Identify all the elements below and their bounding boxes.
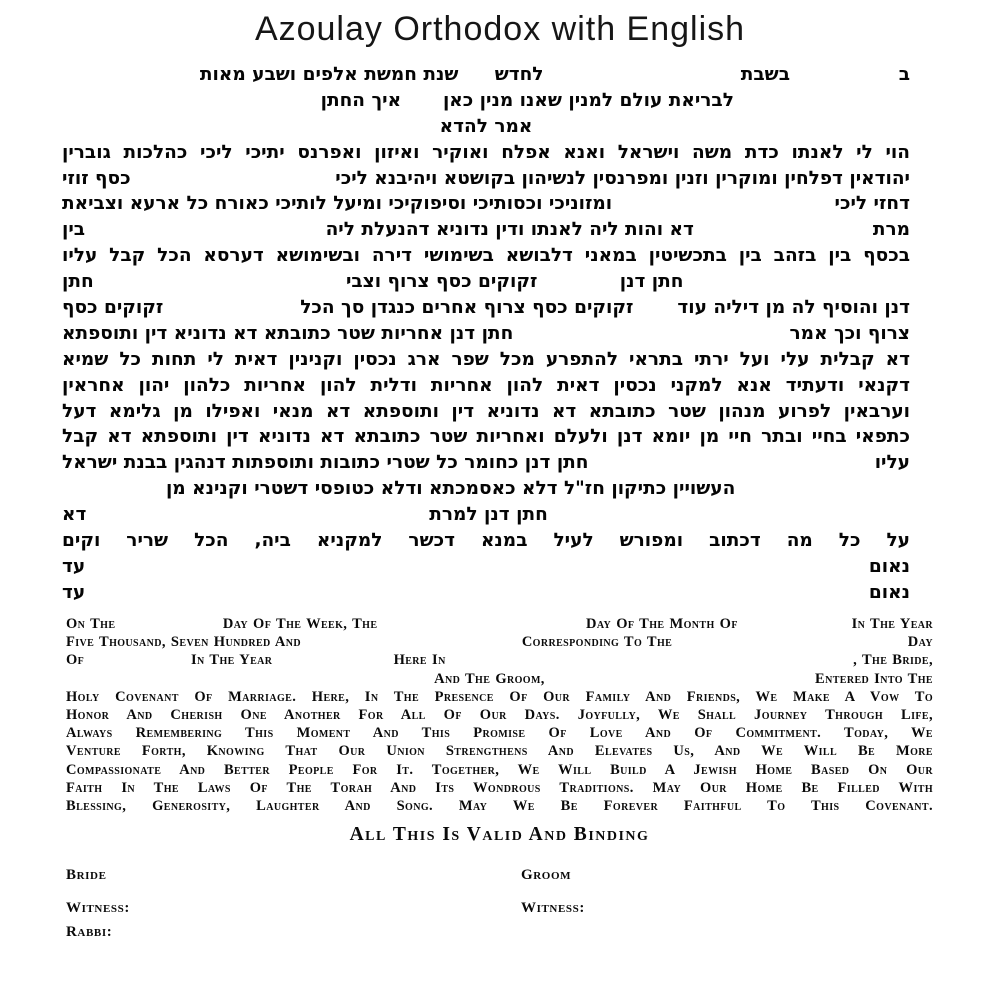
- text-segment: דא והות ליה לאנתו ודין נדוניא דהנעלת ליה: [325, 219, 694, 241]
- text-segment: Here In: [393, 652, 446, 669]
- text-segment: לבריאת עולם למנין שאנו מנין כאן: [442, 89, 734, 111]
- hebrew-text-section: [62, 62, 910, 606]
- fill-in-blank: [66, 682, 434, 683]
- english-line: [66, 615, 933, 633]
- english-line: Compassionate And Better People For It. Together, We Will Build A Jewish Home Based On Our: [66, 761, 933, 778]
- fill-in-blank: [446, 663, 853, 664]
- hebrew-line: בכסף בין בזהב בין בתכשיטין במאני דלבושא בשימושי דירה ובשימושא דערסא הכל קבל עליו: [62, 245, 910, 267]
- text-segment: מרת: [872, 219, 910, 241]
- fill-in-blank: [272, 663, 393, 664]
- signature-row-bride-groom: [66, 863, 933, 887]
- text-segment: זקוקים כסף צרוף אחרים כנגדן סך הכל: [300, 297, 634, 319]
- text-segment: חתן דנן למרת: [429, 504, 548, 526]
- fill-in-blank: [537, 286, 619, 287]
- hebrew-line: דקנאי ודעתיד אנא למקני נכסין דאית להון אחריות ודלית להון אחריות כלהון יהון אחראין: [62, 374, 910, 396]
- text-segment: עליו: [874, 452, 910, 474]
- hebrew-line: [62, 166, 910, 192]
- hebrew-line: [62, 191, 910, 217]
- hebrew-line: [62, 217, 910, 243]
- text-segment: ומזוניכי וכסותיכי וסיפוקיכי ומיעל לותיכי כאורח כל ארעא וצביאת: [62, 193, 613, 215]
- english-line: Honor And Cherish One Another For All Of Our Days. Joyfully, We Shall Journey Through Life,: [66, 706, 933, 723]
- english-lines: [66, 615, 933, 815]
- hebrew-line: [62, 554, 910, 580]
- document-title: Azoulay Orthodox with English: [254, 10, 746, 48]
- fill-in-blank: [301, 645, 522, 646]
- fill-in-blank: [694, 234, 873, 235]
- text-segment: חתן: [62, 271, 94, 293]
- groom-label: Groom: [521, 867, 572, 884]
- fill-in-blank: [115, 627, 222, 628]
- fill-in-blank: [94, 286, 346, 287]
- bride-label: Bride: [66, 867, 107, 884]
- fill-in-blank: [85, 597, 869, 598]
- fill-in-blank: [377, 627, 586, 628]
- hebrew-line: [62, 321, 910, 347]
- signature-row-witnesses: [66, 896, 933, 920]
- closing-declaration: All This Is Valid And Binding: [349, 824, 650, 846]
- fill-in-blank: [545, 682, 815, 683]
- text-segment: נאום: [868, 555, 910, 577]
- text-segment: עד: [62, 555, 86, 577]
- text-segment: עד: [62, 581, 86, 603]
- english-line: Holy Covenant Of Marriage. Here, In The Presence Of Our Family And Friends, We Make A Vow To: [66, 688, 933, 705]
- rabbi-label: Rabbi:: [66, 924, 113, 941]
- text-segment: On The: [66, 616, 116, 632]
- text-segment: חתן דנן כחומר כל שטרי כתובות ותוספתות דנהגין בבנת ישראל: [62, 452, 589, 474]
- text-segment: זקוקים כסף צרוף וצבי: [345, 271, 538, 293]
- fill-in-blank: [85, 571, 869, 572]
- fill-in-blank: [738, 627, 852, 628]
- text-segment: Entered Into The: [815, 670, 933, 687]
- fill-in-blank: [86, 519, 429, 520]
- english-line: Venture Forth, Knowing That Our Union Strengthens And Elevates Us, And We Will Be More: [66, 743, 933, 760]
- text-segment: Day: [907, 634, 933, 651]
- fill-in-blank: [84, 663, 191, 664]
- text-segment: דא: [62, 504, 87, 526]
- fill-in-blank: [544, 79, 741, 80]
- text-segment: , The Bride,: [853, 652, 933, 669]
- hebrew-line: [62, 450, 910, 476]
- english-line: [66, 633, 933, 651]
- text-segment: In The Year: [851, 616, 934, 632]
- fill-in-blank: [790, 79, 899, 80]
- fill-in-blank: [589, 467, 875, 468]
- text-segment: Day Of The Month Of: [585, 616, 738, 632]
- fill-in-blank: [131, 183, 336, 184]
- text-segment: And The Groom,: [434, 670, 545, 687]
- witness-right-label: Witness:: [521, 900, 585, 917]
- fill-in-blank: [62, 105, 321, 106]
- hebrew-line: [62, 295, 910, 321]
- text-segment: Five Thousand, Seven Hundred And: [66, 634, 301, 651]
- hebrew-line: [62, 62, 910, 88]
- hebrew-line: וערבאין לפרוע מנהון שטר כתובתא דא נדוניא דין ותוספתא דא מנאי ואפילו מן גלימא דעל: [62, 400, 910, 422]
- english-text-section: [66, 615, 933, 944]
- hebrew-line: [62, 88, 910, 114]
- fill-in-blank: [548, 519, 910, 520]
- text-segment: כסף זוזי: [62, 167, 131, 189]
- fill-in-blank: [62, 79, 200, 80]
- fill-in-blank: [513, 338, 789, 339]
- text-segment: דנן והוסיף לה מן דיליה עוד: [677, 297, 910, 319]
- text-segment: Of: [66, 652, 85, 669]
- fill-in-blank: [62, 493, 166, 494]
- text-segment: ב: [898, 64, 910, 85]
- text-segment: חתן דנן: [619, 271, 684, 293]
- english-line: [66, 670, 933, 688]
- text-segment: יהודאין דפלחין ומוקרין וזנין ומפרנסין לנשיהון בקושטא ויהיבנא ליכי: [335, 167, 910, 189]
- text-segment: בשבת: [740, 64, 790, 85]
- english-line: Always Remembering This Moment And This Promise Of Love And Of Commitment. Today, We: [66, 725, 933, 742]
- text-segment: לחדש: [494, 64, 544, 85]
- hebrew-line: [62, 580, 910, 606]
- fill-in-blank: [85, 234, 326, 235]
- hebrew-line: [62, 476, 910, 502]
- signature-row-rabbi: [66, 920, 933, 944]
- fill-in-blank: [735, 493, 910, 494]
- english-line: Blessing, Generosity, Laughter And Song. May We Be Forever Faithful To This Covenant.: [66, 797, 933, 814]
- fill-in-blank: [683, 286, 910, 287]
- text-segment: איך החתן: [320, 89, 402, 111]
- hebrew-line: על כל מה דכתוב ומפורש לעיל במנא דכשר למקניא ביה, הכל שריר וקים: [62, 530, 910, 552]
- fill-in-blank: [633, 312, 677, 313]
- hebrew-line: [62, 269, 910, 295]
- text-segment: זקוקים כסף: [62, 297, 164, 319]
- text-segment: צרוף וכך אמר: [789, 322, 910, 344]
- hebrew-line: דא קבלית עלי ועל ירתי בתראי להתפרע מכל שפר ארג נכסין וקנינין דאית לי תחות כל שמיא: [62, 348, 910, 370]
- english-line: Faith In The Laws Of The Torah And Its Wondrous Traditions. May Our Home Be Filled With: [66, 779, 933, 796]
- hebrew-line: הוי לי לאנתו כדת משה וישראל ואנא אפלח ואוקיר ואיזון ואפרנס יתיכי ליכי כהלכות גוברין: [62, 141, 910, 163]
- fill-in-blank: [401, 105, 443, 106]
- english-line: [66, 651, 933, 669]
- fill-in-blank: [734, 105, 910, 106]
- fill-in-blank: [612, 208, 834, 209]
- fill-in-blank: [672, 645, 908, 646]
- witness-left-label: Witness:: [66, 900, 130, 917]
- fill-in-blank: [458, 79, 494, 80]
- text-segment: בין: [62, 219, 86, 241]
- text-segment: דחזי ליכי: [834, 193, 910, 215]
- text-segment: In The Year: [191, 652, 273, 669]
- fill-in-blank: [163, 312, 300, 313]
- text-segment: העשויין כתיקון חז"ל דלא כאסמכתא ודלא כטופסי דשטרי וקנינא מן: [165, 478, 736, 500]
- text-segment: נאום: [868, 581, 910, 603]
- text-segment: שנת חמשת אלפים ושבע מאות: [199, 64, 459, 85]
- hebrew-line: [62, 502, 910, 528]
- text-segment: Day Of The Week, The: [222, 616, 378, 632]
- text-segment: חתן דנן אחריות שטר כתובתא דא נדוניא דין ותוספתא: [62, 322, 514, 344]
- hebrew-line: כתפאי בחיי ובתר חיי מן יומא דנן ולעלם ואחריות שטר כתובתא דא נדוניא דין ותוספתא דא קבל: [62, 426, 910, 448]
- hebrew-line: אמר להדא: [439, 115, 533, 137]
- text-segment: Corresponding To The: [521, 634, 673, 651]
